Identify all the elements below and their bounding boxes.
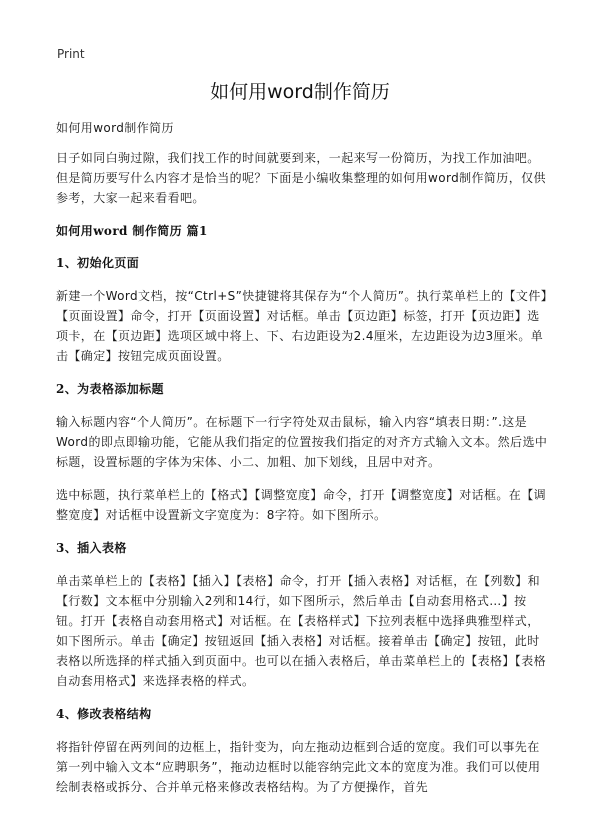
intro-paragraph: 日子如同白驹过隙，我们找工作的时间就要到来，一起来写一份简历，为找工作加油吧。但是简历要写什么内容才是恰当的呢？下面是小编收集整理的如何用word制作简历，仅供参考，大家一起来看看吧。 [56,151,546,205]
section-heading: 2、为表格添加标题 [56,382,164,396]
main-heading: 如何用word 制作简历 篇1 [56,224,208,238]
print-link[interactable]: Print [57,47,85,61]
section-paragraph: 输入标题内容“个人简历”。在标题下一行字符处双击鼠标，输入内容“填表日期：”.这是Word的即点即输功能，它能从我们指定的位置按我们指定的对齐方式输入文本。然后选中标题，设置标题的字体为宋体、小二、加粗、加下划线，且居中对齐。 [56,415,548,469]
section-paragraph: 将指针停留在两列间的边框上，指针变为，向左拖动边框到合适的宽度。我们可以事先在第一列中输入文本“应聘职务”，拖动边框时以能容纳完此文本的宽度为准。我们可以使用绘制表格或拆分、合并单元格来修改表格结构。为了方便操作，首先 [56,740,541,794]
document-body [56,118,550,797]
section-heading: 3、插入表格 [56,541,127,555]
document-subtitle: 如何用word制作简历 [56,121,174,135]
section-heading: 1、初始化页面 [56,256,140,270]
document-title: 如何用word制作简历 [210,81,390,103]
section-heading: 4、修改表格结构 [56,707,152,721]
section-paragraph: 选中标题，执行菜单栏上的【格式】【调整宽度】命令，打开【调整宽度】对话框。在【调整宽度】对话框中设置新文字宽度为：8字符。如下图所示。 [56,488,547,522]
section-paragraph: 单击菜单栏上的【表格】【插入】【表格】命令，打开【插入表格】对话框，在【列数】和【行数】文本框中分别输入2列和14行，如下图所示，然后单击【自动套用格式…】按钮。打开【表格自动套用格式】对话框。在【表格样式】下拉列表框中选择典雅型样式，如下图所示。单击【确定】按钮返回【插入表格】对话框。接着单击【确定】按钮，此时表格以所选择的样式插入到页面中。也可以在插入表格后，单击菜单栏上的【表格】【表格自动套用格式】来选择表格的样式。 [56,574,547,688]
section-paragraph: 新建一个Word文档，按“Ctrl+S”快捷键将其保存为“个人简历”。执行菜单栏上的【文件】【页面设置】命令，打开【页面设置】对话框。单击【页边距】标签，打开【页边距】选项卡，在【页边距】选项区域中将上、下、右边距设为2.4厘米，左边距设为边3厘米。单击【确定】按钮完成页面设置。 [56,289,548,363]
